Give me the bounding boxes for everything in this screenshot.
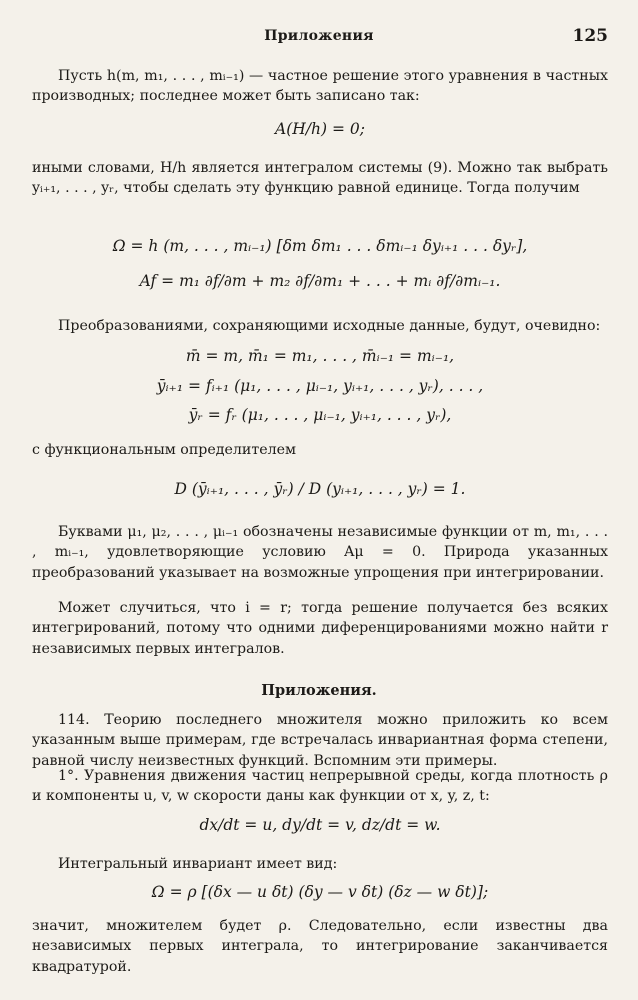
section-heading: Приложения.: [261, 682, 377, 699]
paragraph-multiplier: значит, множителем будет ρ. Следовательно, если известны два независимых первых интеграла, то интегрирование заканчивается квадратурой.: [32, 918, 608, 975]
formula-velocity: dx/dt = u, dy/dt = v, dz/dt = w.: [199, 816, 441, 834]
formula-m-bar: m̄ = m, m̄₁ = m₁, . . . , m̄ᵢ₋₁ = mᵢ₋₁,: [185, 347, 455, 365]
formula-y-bar-r: ȳᵣ = fᵣ (μ₁, . . . , μᵢ₋₁, yᵢ₊₁, . . . , yᵣ),: [188, 406, 452, 424]
paragraph-114: 114. Теорию последнего множителя можно приложить ко всем указанным выше примерам, где встречалась инвариантная форма степени, равной числу неизвестных функций. Вспомним эти примеры.: [32, 712, 608, 769]
paragraph-continuum-motion: 1°. Уравнения движения частиц непрерывной среды, когда плотность ρ и компоненты u, v, w скорости даны как функции от x, y, z, t:: [32, 768, 608, 805]
formula-integral-invariant: Ω = ρ [(δx — u δt) (δy — v δt) (δz — w δt)];: [151, 883, 489, 901]
paragraph-mu-functions: Буквами μ₁, μ₂, . . . , μᵢ₋₁ обозначены независимые функции от m, m₁, . . . , mᵢ₋₁, удовлетворяющие условию Aμ = 0. Природа указанных преобразований указывает на возможные упрощения при интегрировании.: [32, 524, 608, 581]
formula-a-h-over-h: A(H/h) = 0;: [275, 120, 365, 138]
paragraph-i-equals-r: Может случиться, что i = r; тогда решение получается без всяких интегрирований, потому что одними диференцированиями можно найти r независимых первых интегралов.: [32, 600, 608, 657]
paragraph-determinant: с функциональным определителем: [32, 442, 297, 458]
paragraph-integral-system: иными словами, H/h является интегралом системы (9). Можно так выбрать yᵢ₊₁, . . . , yᵣ, чтобы сделать эту функцию равной единице. Тогда получим: [32, 160, 608, 197]
paragraph-intro: Пусть h(m, m₁, . . . , mᵢ₋₁) — частное решение этого уравнения в частных производных; последнее может быть записано так:: [32, 68, 608, 105]
formula-determinant: D (ȳᵢ₊₁, . . . , ȳᵣ) / D (yᵢ₊₁, . . . , yᵣ) = 1.: [174, 480, 466, 498]
formula-y-bar-i1: ȳᵢ₊₁ = fᵢ₊₁ (μ₁, . . . , μᵢ₋₁, yᵢ₊₁, . . . , yᵣ), . . . ,: [156, 377, 484, 395]
formula-omega: Ω = h (m, . . . , mᵢ₋₁) [δm δm₁ . . . δmᵢ₋₁ δyᵢ₊₁ . . . δyᵣ],: [112, 237, 528, 255]
paragraph-invariant: Интегральный инвариант имеет вид:: [58, 856, 338, 872]
paragraph-transformations: Преобразованиями, сохраняющими исходные данные, будут, очевидно:: [58, 318, 601, 334]
page-number: 125: [572, 26, 608, 46]
formula-af: Af = m₁ ∂f/∂m + m₂ ∂f/∂m₁ + . . . + mᵢ ∂f/∂mᵢ₋₁.: [139, 272, 501, 290]
running-header: Приложения: [264, 28, 374, 44]
